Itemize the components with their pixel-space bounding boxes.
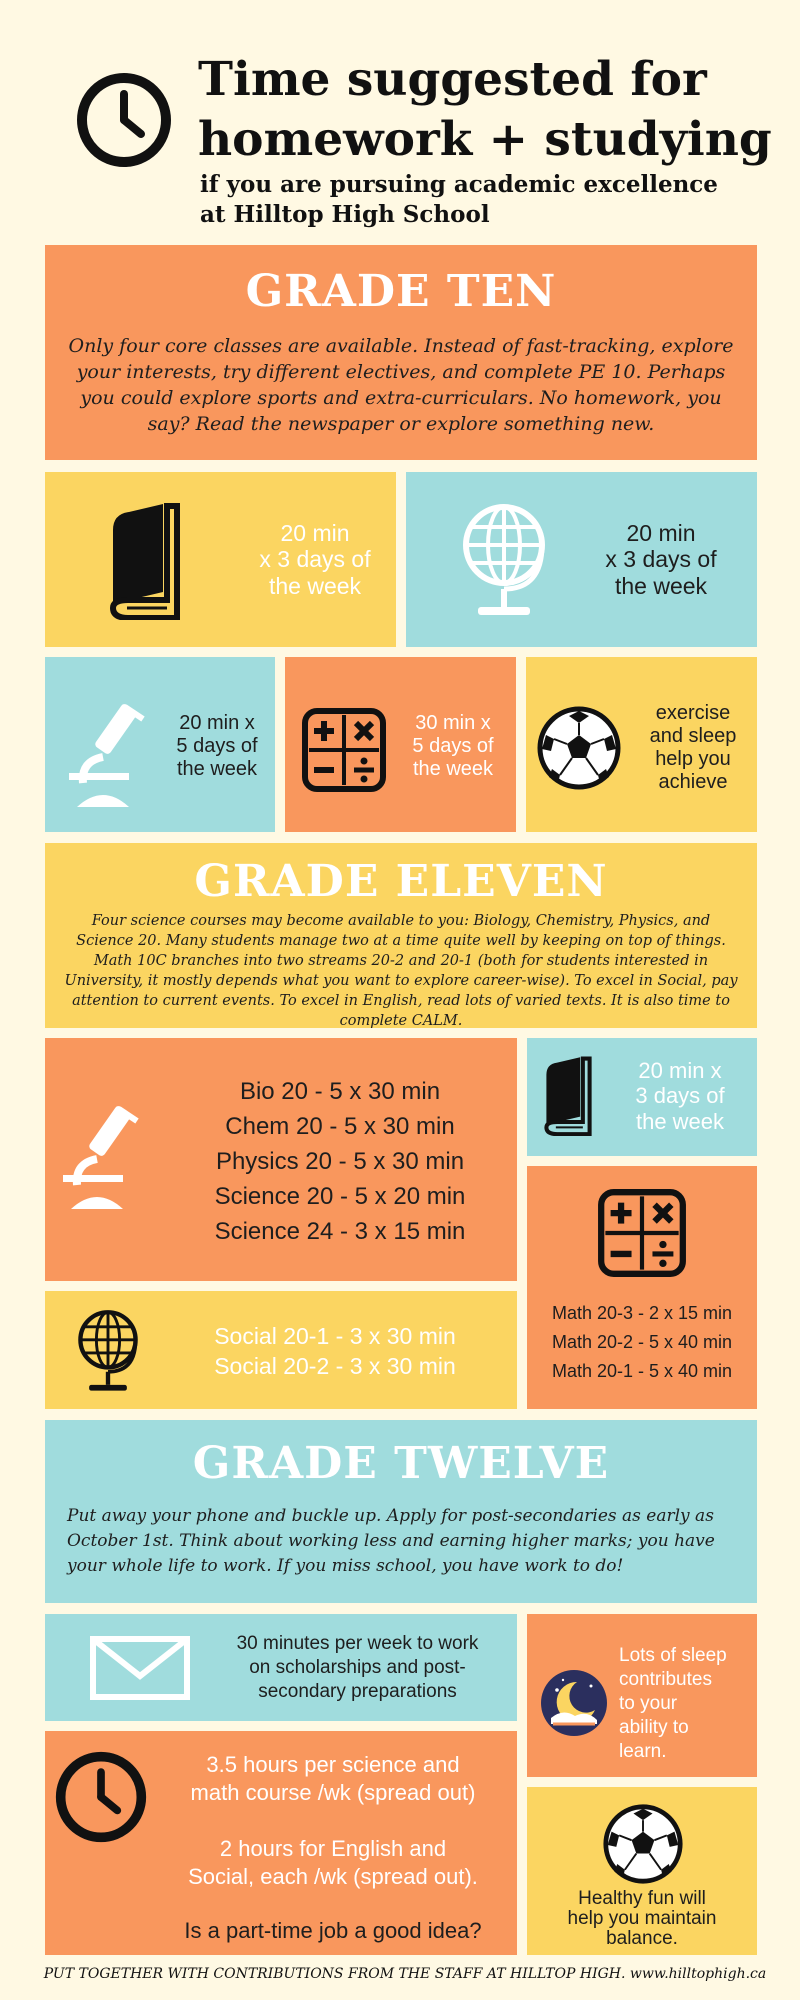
- microscope-icon: [63, 699, 163, 809]
- page-subtitle: [200, 170, 780, 230]
- calculator-icon: [597, 1188, 687, 1278]
- grade-eleven-banner: [45, 843, 757, 1028]
- subtitle-line-2: at Hilltop High School: [200, 201, 490, 228]
- grade-ten-english-text: 20 min x 3 days of the week: [259, 520, 371, 599]
- grade-twelve-courses-question: Is a part-time job a good idea?: [184, 1918, 482, 1943]
- grade-twelve-scholarships-tile: [45, 1614, 517, 1721]
- grade-twelve-description: Put away your phone and buckle up. Apply for post-secondaries as early as October 1st. Think about working less and earning higher marks; you have your whole life to work. If you miss school, you have work to do!: [67, 1506, 715, 1576]
- title-line-2: homework + studying: [198, 112, 772, 167]
- grade-twelve-courses-tile: [45, 1731, 517, 1955]
- grade-ten-social-tile: [406, 472, 757, 647]
- grade-ten-wellness-tile: [526, 657, 757, 832]
- grade-ten-english-tile: [45, 472, 396, 647]
- calculator-icon: [301, 707, 387, 793]
- grade-ten-math-tile: [285, 657, 516, 832]
- grade-ten-title: GRADE TEN: [245, 266, 557, 317]
- grade-ten-banner: [45, 245, 757, 460]
- grade-twelve-banner: [45, 1420, 757, 1603]
- grade-twelve-title: GRADE TWELVE: [192, 1438, 610, 1489]
- grade-eleven-science-text: Bio 20 - 5 x 30 min Chem 20 - 5 x 30 min Physics 20 - 5 x 30 min Science 20 - 5 x 20 min Science 24 - 3 x 15 min: [214, 1078, 466, 1245]
- subtitle-line-1: if you are pursuing academic excellence: [200, 171, 718, 198]
- book-icon: [541, 1054, 595, 1136]
- grade-eleven-science-tile: [45, 1038, 517, 1281]
- grade-ten-science-text: 20 min x 5 days of the week: [176, 712, 258, 780]
- grade-eleven-english-tile: [527, 1038, 757, 1156]
- grade-ten-science-tile: [45, 657, 275, 832]
- grade-twelve-scholarships-text: 30 minutes per week to work on scholarships and post- secondary preparations: [236, 1633, 479, 1702]
- soccer-ball-icon: [536, 705, 622, 791]
- header-clock-icon: [74, 70, 174, 170]
- globe-icon: [456, 497, 552, 621]
- grade-eleven-math-text: Math 20-3 - 2 x 15 min Math 20-2 - 5 x 40 min Math 20-1 - 5 x 40 min: [551, 1303, 733, 1381]
- grade-twelve-sleep-tile: [527, 1614, 757, 1777]
- envelope-icon: [90, 1636, 190, 1700]
- title-line-1: Time suggested for: [198, 52, 707, 107]
- microscope-icon: [57, 1096, 157, 1216]
- grade-ten-math-text: 30 min x 5 days of the week: [412, 712, 494, 780]
- grade-ten-wellness-text: exercise and sleep help you achieve: [649, 702, 737, 793]
- grade-twelve-sleep-text: Lots of sleep contributes to your ability to learn.: [619, 1645, 727, 1762]
- grade-twelve-fun-tile: [527, 1787, 757, 1955]
- grade-ten-description: Only four core classes are available. Instead of fast-tracking, explore your interests, try different electives, and complete PE 10. Perhaps you could explore sports and extra-curriculars. No homework, you say? Read the newspaper or explore something new.: [68, 335, 734, 435]
- moon-sleep-icon: [539, 1668, 609, 1738]
- soccer-ball-icon: [602, 1803, 684, 1885]
- globe-icon: [73, 1305, 143, 1395]
- book-icon: [105, 500, 185, 620]
- clock-icon: [53, 1749, 149, 1845]
- grade-eleven-english-text: 20 min x 3 days of the week: [635, 1058, 725, 1134]
- grade-eleven-social-text: Social 20-1 - 3 x 30 min Social 20-2 - 3 x 30 min: [214, 1323, 456, 1379]
- grade-twelve-courses-block-2: 2 hours for English and Social, each /wk (spread out).: [188, 1836, 478, 1889]
- grade-eleven-math-tile: [527, 1166, 757, 1409]
- page-title: [198, 50, 778, 170]
- footer-credits: PUT TOGETHER WITH CONTRIBUTIONS FROM THE STAFF AT HILLTOP HIGH. www.hilltophigh.ca: [43, 1966, 767, 1982]
- grade-ten-social-text: 20 min x 3 days of the week: [605, 520, 717, 599]
- grade-twelve-courses-block-1: 3.5 hours per science and math course /wk (spread out): [190, 1752, 476, 1805]
- grade-eleven-social-tile: [45, 1291, 517, 1409]
- grade-eleven-description: Four science courses may become available to you: Biology, Chemistry, Physics, and Science 20. Many students manage two at a time quite well by keeping on top of things. Math 10C branches into two streams 20-2 and 20-1 (both for students interested in University, it mostly depends what you want to explore career-wise). To excel in Social, pay attention to current events. To excel in English, read lots of varied texts. It is also time to complete CALM.: [64, 913, 738, 1029]
- grade-eleven-title: GRADE ELEVEN: [194, 856, 608, 907]
- grade-twelve-fun-text: Healthy fun will help you maintain balance.: [567, 1888, 717, 1949]
